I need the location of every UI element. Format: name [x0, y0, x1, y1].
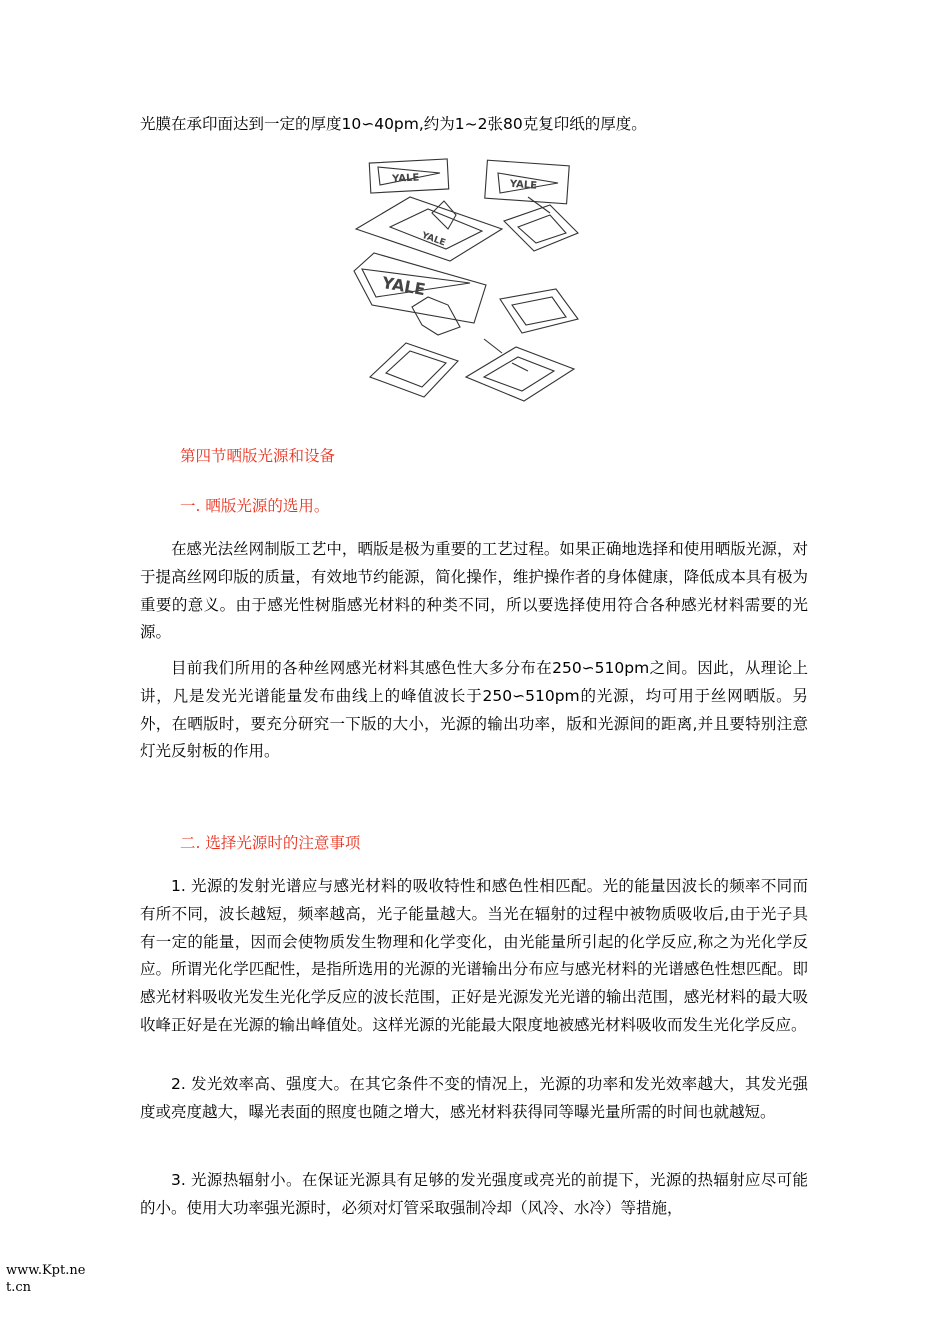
logo-yale-4: YALE — [380, 272, 427, 300]
heading-precautions: 二. 选择光源时的注意事项 — [180, 834, 361, 852]
paragraph-1: 在感光法丝网制版工艺中，晒版是极为重要的工艺过程。如果正确地选择和使用晒版光源，对于提高丝网印版的质量，有效地节约能源，简化操作，维护操作者的身体健康，降低成本具有极为重要的意义。由于感光性树脂感光材料的种类不同，所以要选择使用符合各种感光材料需要的光源。 — [140, 540, 808, 642]
logo-yale-1: YALE — [391, 172, 420, 185]
heading-light-source-selection: 一. 晒版光源的选用。 — [180, 497, 330, 515]
paragraph-4: 2. 发光效率高、强度大。在其它条件不变的情况上，光源的功率和发光效率越大，其发光强度或亮度越大，曝光表面的照度也随之增大，感光材料获得同等曝光量所需的时间也就越短。 — [140, 1075, 808, 1121]
paragraph-2: 目前我们所用的各种丝网感光材料其感色性大多分布在250∽510pm之间。因此，从理论上讲，凡是发光光谱能量发布曲线上的峰值波长于250∽510pm的光源，均可用于丝网晒版。另外，在晒版时，要充分研究一下版的大小，光源的输出功率，版和光源间的距离,并且要特别注意灯光反射板的作用。 — [140, 659, 808, 761]
paragraph-5: 3. 光源热辐射小。在保证光源具有足够的发光强度或亮光的前提下，光源的热辐射应尽可能的小。使用大功率强光源时，必须对灯管采取强制冷却（风冷、水冷）等措施， — [140, 1171, 808, 1217]
logo-yale-3: YALE — [420, 230, 447, 249]
top-text-line: 光膜在承印面达到一定的厚度10∽40pm,约为1~2张80克复印纸的厚度。 — [140, 115, 647, 133]
logo-yale-2: YALE — [509, 178, 538, 192]
section-title: 第四节晒版光源和设备 — [180, 447, 336, 465]
paragraph-3: 1. 光源的发射光谱应与感光材料的吸收特性和感色性相匹配。光的能量因波长的频率不同而有所不同，波长越短，频率越高，光子能量越大。当光在辐射的过程中被物质吸收后,由于光子具有一定的能量，因而会使物质发生物理和化学变化，由光能量所引起的化学反应,称之为光化学反应。所谓光化学匹配性，是指所选用的光源的光谱输出分布应与感光材料的光谱感色性想匹配。即感光材料吸收光发生光化学反应的波长范围，正好是光源发光光谱的输出范围，感光材料的最大吸收峰正好是在光源的输出峰值处。这样光源的光能最大限度地被感光材料吸收而发生光化学反应。 — [140, 877, 808, 1034]
screen-printing-process-illustration — [352, 157, 587, 407]
footer-url: www.Kpt.net.cn — [6, 1263, 86, 1295]
